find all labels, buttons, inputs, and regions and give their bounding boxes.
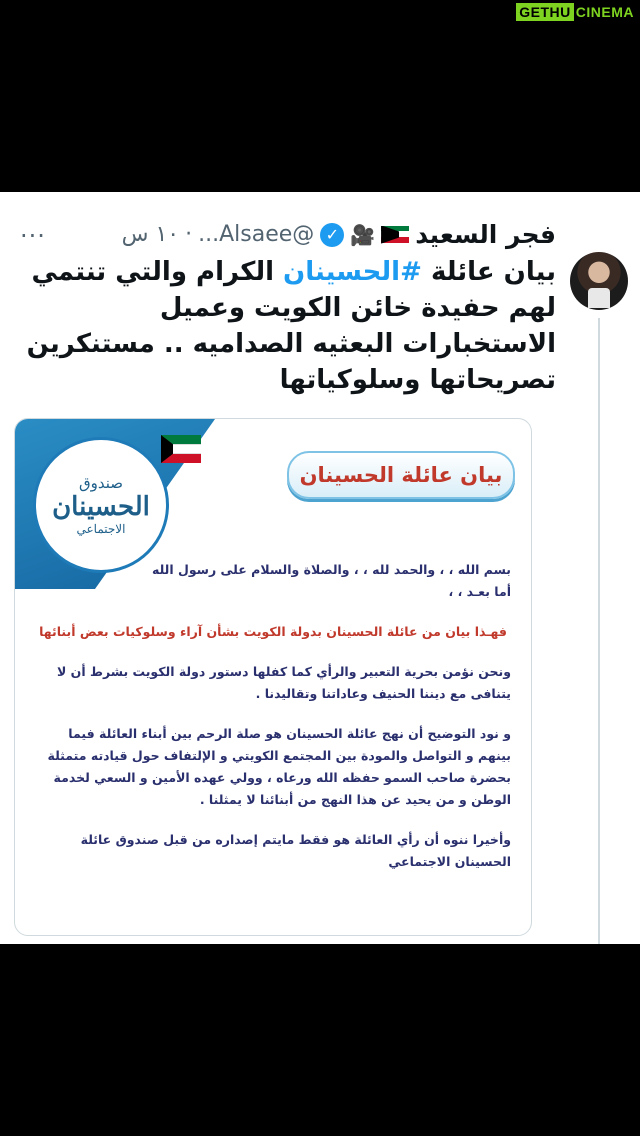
doc-paragraph: ونحن نؤمن بحرية التعبير والرأي كما كفلها دستور دولة الكويت بشرط أن لا يتنافى مع ديننا الحنيف وعاداتنا وتقاليدنا . — [57, 664, 511, 701]
more-options-icon[interactable]: ··· — [20, 222, 46, 250]
doc-paragraph: أما بعـد ، ، — [448, 584, 511, 599]
avatar[interactable] — [570, 252, 628, 310]
logo-line3: الاجتماعي — [76, 522, 126, 536]
post-time[interactable]: ١٠ س — [121, 222, 180, 247]
hashtag-link[interactable]: #الحسينان — [283, 257, 422, 287]
attached-image[interactable] — [14, 418, 532, 936]
tweet-header — [16, 220, 556, 249]
fund-logo — [33, 437, 169, 573]
tweet-post — [0, 192, 640, 944]
tweet-text — [20, 254, 556, 398]
tweet-text-rest: الكرام والتي تنتمي لهم حفيدة خائن الكويت وعميل الاستخبارات البعثيه الصداميه .. مستنكرين تصريحاتها وسلوكياتها — [26, 257, 556, 395]
verified-badge-icon: ✓ — [320, 223, 344, 247]
tweet-text-start: بيان عائلة — [421, 257, 556, 287]
thread-line — [598, 318, 600, 944]
kuwait-flag-image-icon — [161, 435, 201, 463]
doc-paragraph: و نود التوضيح أن نهج عائلة الحسينان هو صلة الرحم بين أبناء العائلة فيما بينهم و التواصل والمودة بين المجتمع الكويتي و الإلتفاف حول قيادته متمثلة بحضرة صاحب السمو حفظه الله ورعاه ، وولي عهده الأمين و السعي لخدمة الوطن و من يحيد عن هذا النهج من أبنائنا لا يمثلنا . — [47, 726, 511, 807]
author-name[interactable]: فجر السعيد — [415, 220, 556, 249]
statement-title: بيان عائلة الحسينان — [287, 451, 515, 499]
doc-paragraph: بسم الله ، ، والحمد لله ، ، والصلاة والسلام على رسول الله — [151, 562, 511, 577]
watermark-part2: CINEMA — [575, 4, 634, 20]
movie-camera-icon: 🎥 — [350, 222, 376, 247]
kuwait-flag-icon — [381, 226, 409, 244]
separator-dot: · — [185, 222, 193, 247]
logo-line1: صندوق — [78, 474, 124, 492]
doc-paragraph: وأخيرا ننوه أن رأي العائلة هو فقط مايتم إصداره من قبل صندوق عائلة الحسينان الاجتماعي — [80, 832, 511, 869]
statement-body — [35, 559, 511, 873]
watermark-logo — [516, 4, 634, 20]
doc-paragraph-highlight: فهـذا بيان من عائلة الحسينان بدولة الكويت بشأن آراء وسلوكيات بعض أبنائها — [39, 624, 507, 639]
author-handle[interactable]: @Alsaee... — [198, 222, 315, 247]
logo-line2: الحسينان — [52, 492, 150, 522]
watermark-part1: GETHU — [516, 3, 574, 21]
